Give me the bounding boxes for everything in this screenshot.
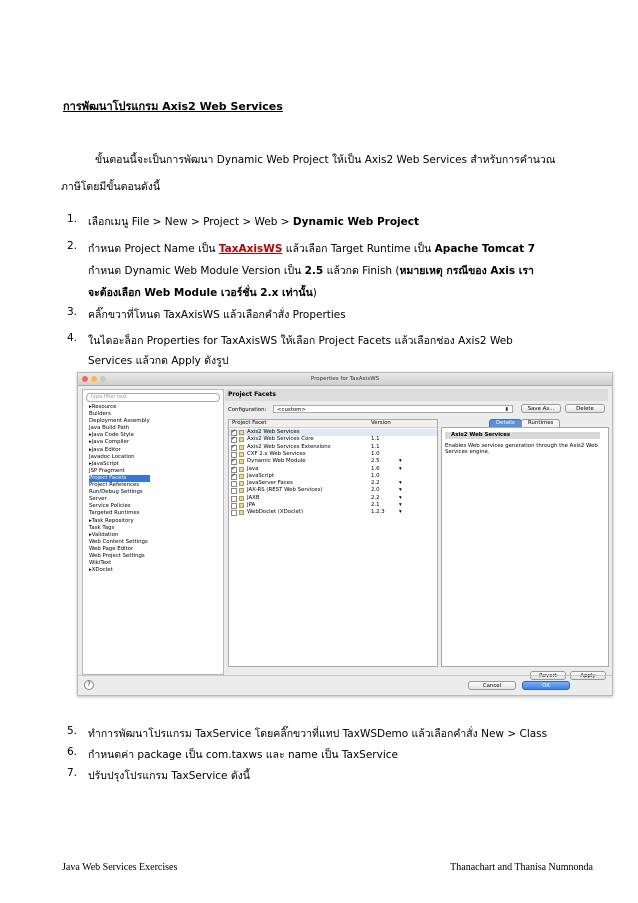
save-as-button[interactable]: Save As... (521, 404, 561, 413)
facet-icon (239, 437, 244, 442)
step-2-line-2 (88, 262, 534, 279)
help-icon[interactable]: ? (84, 680, 94, 690)
step-2-line-1 (88, 240, 535, 257)
facet-details-panel (441, 419, 607, 665)
select-arrow-icon: ⬍ (504, 407, 509, 413)
step-7-number: 7. (67, 767, 78, 779)
version-dropdown-icon[interactable]: ▾ (399, 465, 402, 472)
facet-version: 2.2 (371, 480, 380, 487)
page-header: Project Facets (225, 389, 608, 401)
facet-checkbox[interactable] (231, 510, 237, 516)
check-icon: ✓ (231, 464, 237, 472)
filter-input[interactable]: type filter text (86, 393, 220, 402)
tree-item[interactable]: Server (89, 496, 107, 503)
tree-item[interactable]: Web Content Settings (89, 538, 148, 545)
facet-version: 2.1 (371, 502, 380, 508)
tree-item[interactable]: Javadoc Location (89, 453, 135, 460)
facet-icon (239, 459, 244, 464)
apply-button[interactable]: Apply (570, 671, 606, 680)
facet-row[interactable] (229, 480, 437, 487)
step-2-close: ) (312, 287, 317, 299)
facet-name: JavaScript (247, 472, 275, 479)
facet-row[interactable] (229, 444, 437, 451)
check-icon: ✓ (231, 471, 237, 479)
version-dropdown-icon[interactable]: ▾ (399, 458, 402, 465)
step-6-text: กำหนดค่า package เป็น com.taxws และ name เป็น TaxService (88, 749, 398, 761)
step-4-number: 4. (67, 332, 78, 344)
facet-name: JAXB (247, 494, 260, 501)
configuration-value: <custom> (277, 407, 306, 413)
delete-button[interactable]: Delete (565, 404, 605, 413)
cancel-button[interactable]: Cancel (468, 681, 516, 690)
details-title: Axis2 Web Services (445, 432, 600, 439)
step-3-number: 3. (67, 306, 78, 318)
facet-icon (239, 510, 244, 515)
facet-name: CXF 2.x Web Services (247, 450, 306, 457)
facet-name: Dynamic Web Module (247, 458, 306, 465)
facet-name: Axis2 Web Services (247, 429, 300, 435)
facet-row[interactable] (229, 509, 437, 516)
step-2-text-a: กำหนด Project Name เป็น (88, 243, 219, 255)
facet-icon (239, 445, 244, 450)
facet-name: Axis2 Web Services Extensions (247, 443, 331, 450)
tree-item[interactable]: Builders (89, 411, 111, 418)
step-5-text: ทำการพัฒนาโปรแกรม TaxService โดยคลิ๊กขวาที่แทป TaxWSDemo แล้วเลือกคำสั่ง New > Class (88, 728, 548, 740)
facet-name: JAX-RS (REST Web Services) (247, 487, 323, 494)
configuration-select[interactable] (273, 405, 513, 413)
facet-version: 1.2.3 (371, 509, 385, 516)
section-heading: การพัฒนาโปรแกรม Axis2 Web Services (63, 100, 283, 113)
tree-item[interactable]: ▸Java Code Style (89, 432, 134, 439)
facet-version: 1.0 (371, 450, 380, 457)
tree-item[interactable]: ▸Task Repository (89, 517, 134, 524)
tree-item[interactable]: ▸Java Editor (89, 446, 121, 453)
tree-item[interactable]: Java Build Path (89, 425, 130, 432)
step-2-note: หมายเหตุ กรณีของ Axis เรา (399, 265, 534, 277)
tree-item[interactable]: ▸Resource (89, 404, 117, 410)
footer-right: Thanachart and Thanisa Numnonda (450, 862, 593, 873)
facet-icon (239, 452, 244, 457)
facet-icon (239, 488, 244, 493)
dialog-titlebar (78, 373, 612, 386)
step-2-line-3 (88, 284, 317, 301)
tree-item[interactable]: Deployment Assembly (89, 418, 150, 425)
version-dropdown-icon[interactable]: ▾ (399, 480, 402, 487)
facet-version: 2.5 (371, 458, 380, 465)
check-icon: ✓ (231, 457, 237, 465)
facet-row[interactable] (229, 451, 437, 458)
revert-button[interactable]: Revert (530, 671, 566, 680)
facet-icon (239, 496, 244, 501)
tree-item[interactable]: ▸Validation (89, 531, 119, 538)
intro-line-2: ภาษีโดยมีขั้นตอนดังนี้ (61, 181, 161, 193)
dialog-footer (78, 675, 612, 696)
tree-item[interactable]: Run/Debug Settings (89, 489, 143, 496)
facet-name: JPA (247, 502, 256, 508)
facet-version: 1.1 (371, 436, 380, 443)
step-2-text-b: แล้วเลือก Target Runtime เป็น (282, 243, 435, 255)
check-icon: ✓ (231, 442, 237, 450)
tree-item[interactable]: ▸XDoclet (89, 567, 113, 574)
facet-row[interactable] (229, 502, 437, 509)
intro-line-1: ขั้นตอนนี้จะเป็นการพัฒนา Dynamic Web Project ให้เป็น Axis2 Web Services สำหรับการคำนวณ (95, 154, 556, 166)
facets-table (228, 419, 438, 667)
step-5-number: 5. (67, 725, 78, 737)
facet-name: JavaServer Faces (247, 480, 293, 487)
properties-dialog (77, 372, 613, 696)
step-7-text: ปรับปรุงโปรแกรม TaxService ดังนี้ (88, 770, 250, 782)
facet-name: WebDoclet (XDoclet) (247, 509, 304, 516)
facet-row[interactable] (229, 487, 437, 494)
project-name-highlight: TaxAxisWS (218, 243, 283, 255)
facet-checkbox[interactable] (231, 503, 237, 509)
col-project-facet: Project Facet (232, 420, 267, 426)
step-6-number: 6. (67, 746, 78, 758)
tree-item[interactable]: Task Tags (89, 524, 115, 531)
step-1 (88, 213, 419, 230)
tab-details[interactable]: Details (489, 419, 522, 428)
facets-table-header (229, 420, 437, 428)
version-dropdown-icon[interactable]: ▾ (399, 487, 402, 494)
facet-row[interactable] (229, 458, 437, 465)
facet-checkbox[interactable] (231, 481, 237, 487)
tree-item[interactable]: ▸Java Compiler (89, 439, 130, 446)
tree-item[interactable]: Service Policies (89, 503, 131, 510)
step-2-number: 2. (67, 240, 78, 252)
facet-checkbox[interactable] (231, 496, 237, 502)
facet-icon (239, 474, 244, 479)
facet-version: 1.1 (371, 443, 380, 450)
version-dropdown-icon[interactable]: ▾ (399, 494, 402, 501)
module-version: 2.5 (304, 265, 324, 277)
details-box (441, 427, 609, 667)
configuration-label: Configuration: (228, 407, 267, 413)
facet-version: 2.0 (371, 487, 380, 494)
runtime-name: Apache Tomcat 7 (434, 243, 536, 255)
step-1-bold: Dynamic Web Project (292, 216, 419, 228)
step-4-line-2: Services แล้วกด Apply ดังรูป (88, 355, 229, 367)
properties-tree (89, 404, 150, 574)
tree-item[interactable]: Web Page Editor (89, 545, 134, 552)
col-version: Version (371, 420, 391, 426)
step-3-text: คลิ๊กขวาที่โหนด TaxAxisWS แล้วเลือกคำสั่ง Properties (88, 309, 346, 321)
check-icon: ✓ (231, 435, 237, 443)
facet-row[interactable] (229, 495, 437, 502)
tree-item[interactable]: Web Project Settings (89, 552, 145, 559)
tree-item[interactable]: WikiText (89, 560, 112, 567)
step-2-line3: จะต้องเลือก Web Module เวอร์ชั่น 2.x เท่านั้น (88, 287, 313, 299)
tree-item[interactable]: JSP Fragment (89, 467, 125, 474)
tree-item[interactable]: Project Facets (89, 475, 150, 482)
facet-row[interactable] (229, 429, 437, 436)
tree-item[interactable]: Project References (89, 482, 140, 489)
facet-row[interactable] (229, 466, 437, 473)
facet-version: 2.2 (371, 494, 380, 501)
facet-name: Java (247, 465, 259, 472)
facet-version: 1.0 (371, 472, 380, 479)
facet-checkbox[interactable] (231, 488, 237, 494)
details-line-2: Services engine. (445, 449, 490, 455)
step-4-line-1: ในไดอะล็อก Properties for TaxAxisWS ให้เลือก Project Facets แล้วเลือกช่อง Axis2 Web (88, 335, 513, 347)
version-dropdown-icon[interactable]: ▾ (399, 509, 402, 516)
check-icon: ✓ (231, 428, 237, 435)
step-2-line2a: กำหนด Dynamic Web Module Version เป็น (88, 265, 305, 277)
facet-row[interactable] (229, 473, 437, 480)
facet-icon (239, 503, 244, 508)
tab-runtimes[interactable]: Runtimes (521, 419, 560, 428)
facet-icon (239, 467, 244, 472)
version-dropdown-icon[interactable]: ▾ (399, 502, 402, 508)
properties-tree-panel (82, 389, 224, 675)
facet-row[interactable] (229, 436, 437, 443)
facet-icon (239, 481, 244, 486)
footer-left: Java Web Services Exercises (62, 862, 178, 873)
ok-button[interactable]: OK (522, 681, 570, 690)
facet-icon (239, 430, 244, 435)
step-2-line2b: แล้วกด Finish ( (323, 265, 400, 277)
facet-name: Axis2 Web Services Core (247, 436, 314, 443)
step-1-text: เลือกเมนู File > New > Project > Web > (88, 216, 293, 228)
project-facets-page (225, 389, 608, 679)
tree-item[interactable]: ▸JavaScript (89, 460, 119, 467)
facet-version: 1.6 (371, 465, 380, 472)
dialog-title: Properties for TaxAxisWS (310, 376, 380, 382)
step-1-number: 1. (67, 213, 78, 225)
tree-item[interactable]: Targeted Runtimes (89, 510, 140, 517)
details-line-1: Enables Web services generation through the Axis2 Web (445, 443, 598, 449)
